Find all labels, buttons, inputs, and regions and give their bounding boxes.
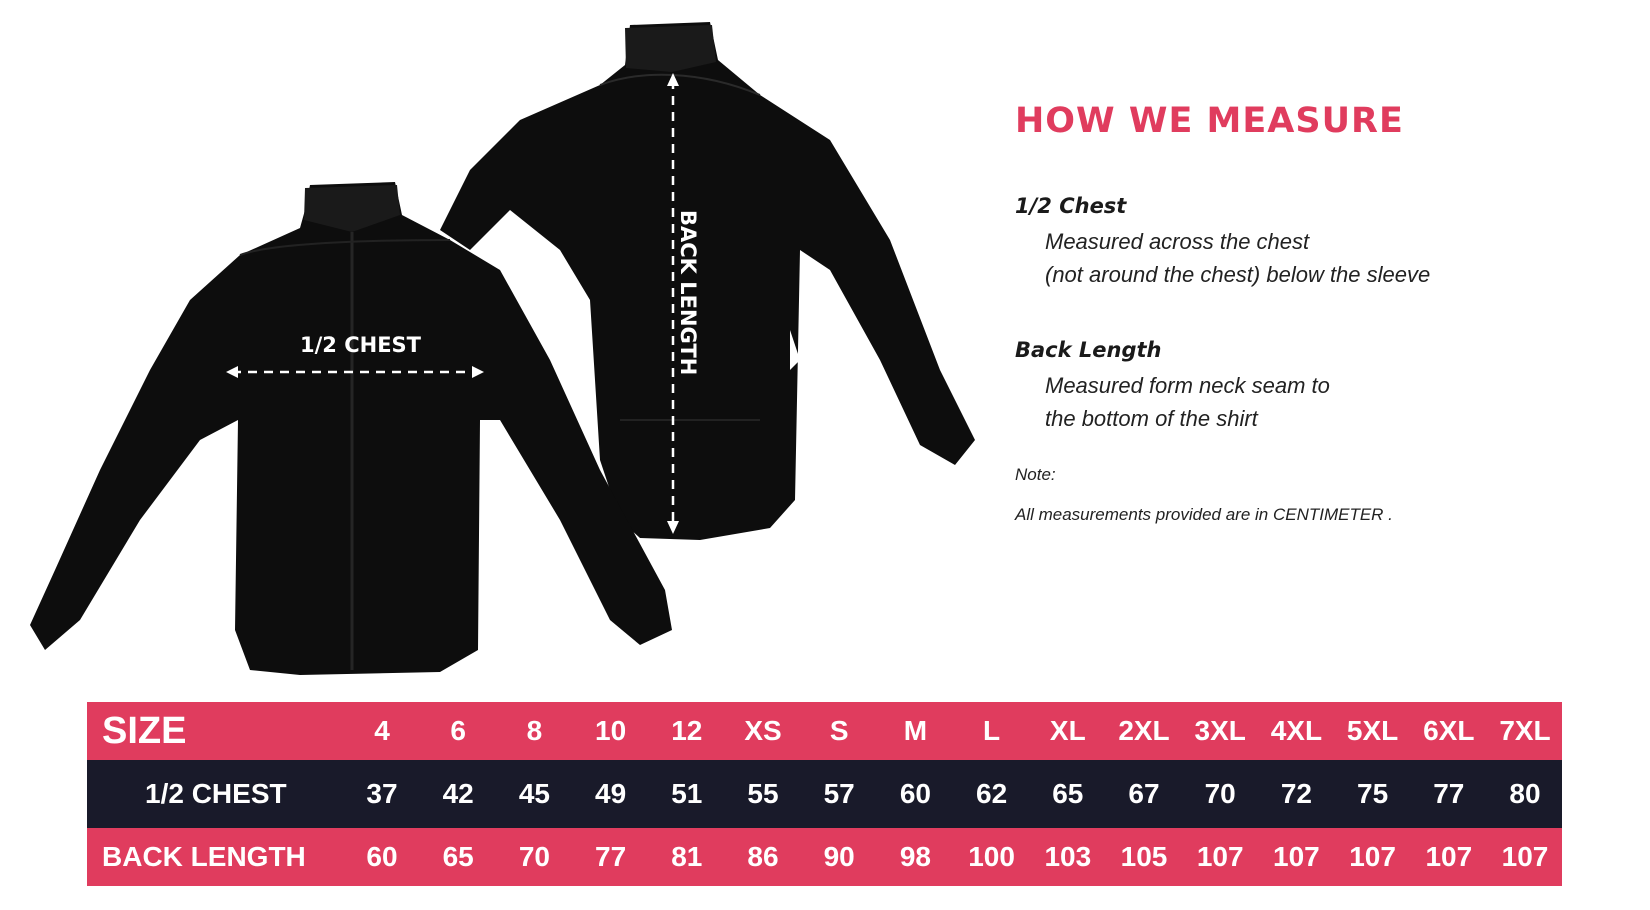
chest-measure-label: 1/2 CHEST — [300, 333, 421, 357]
size-cell: 4XL — [1270, 715, 1323, 746]
back-length-description-line-2: the bottom of the shirt — [1045, 406, 1258, 431]
jacket-illustration — [0, 0, 1000, 690]
note-label: Note: — [1015, 465, 1056, 484]
back-length-cell: 70 — [518, 841, 550, 872]
size-cell: XS — [744, 715, 782, 746]
how-we-measure-panel — [1015, 95, 1615, 524]
chest-term: 1/2 Chest — [1015, 194, 1127, 218]
chest-row — [87, 760, 1562, 828]
chest-cell: 80 — [1509, 778, 1541, 809]
back-length-cell: 86 — [747, 841, 779, 872]
back-length-description-line-1: Measured form neck seam to — [1045, 373, 1330, 398]
back-length-cell: 107 — [1349, 841, 1396, 872]
chest-cell: 65 — [1052, 778, 1084, 809]
back-length-cell: 98 — [899, 841, 931, 872]
chest-cell: 77 — [1433, 778, 1465, 809]
size-cell: 8 — [526, 715, 543, 746]
chest-description-line-1: Measured across the chest — [1045, 229, 1310, 254]
chest-cell: 70 — [1204, 778, 1236, 809]
chest-description-line-2: (not around the chest) below the sleeve — [1045, 262, 1431, 287]
size-cell: XL — [1049, 715, 1086, 746]
back-length-cell: 103 — [1044, 841, 1092, 872]
note-text: All measurements provided are in CENTIMETER . — [1015, 505, 1393, 524]
size-cell: 6 — [450, 715, 466, 746]
chest-cell: 62 — [976, 778, 1008, 809]
chest-cell: 57 — [823, 778, 855, 809]
back-length-measure-label: BACK LENGTH — [676, 210, 700, 376]
size-cell: 3XL — [1194, 715, 1246, 746]
chest-cell: 45 — [518, 778, 550, 809]
back-length-cell: 107 — [1273, 841, 1320, 872]
back-length-cell: 100 — [968, 841, 1015, 872]
back-length-cell: 107 — [1501, 841, 1549, 872]
size-cell: 4 — [374, 715, 390, 746]
back-length-cell: 107 — [1196, 841, 1244, 872]
size-cell: 10 — [595, 715, 627, 746]
size-row-label: SIZE — [102, 709, 187, 752]
back-length-cell: 90 — [823, 841, 855, 872]
chest-cell: 51 — [671, 778, 703, 809]
size-cell: 6XL — [1423, 715, 1475, 746]
size-cell: L — [983, 715, 1001, 746]
chest-cell: 42 — [442, 778, 474, 809]
size-chart-table — [87, 702, 1562, 886]
back-length-cell: 77 — [595, 841, 627, 872]
chest-row-label: 1/2 CHEST — [145, 778, 287, 809]
size-cell: 5XL — [1346, 715, 1399, 746]
back-length-row-label: BACK LENGTH — [102, 841, 306, 872]
chest-cell: 72 — [1280, 778, 1312, 809]
chest-cell: 37 — [366, 778, 398, 809]
size-row — [87, 702, 1562, 760]
size-cell: 12 — [671, 715, 703, 746]
back-length-cell: 81 — [671, 841, 703, 872]
section-heading: HOW WE MEASURE — [1015, 101, 1404, 141]
back-length-row — [87, 828, 1562, 886]
size-cell: 2XL — [1118, 715, 1170, 746]
back-jacket-image — [440, 22, 975, 540]
back-length-cell: 60 — [366, 841, 398, 872]
chest-cell: 55 — [747, 778, 779, 809]
size-cell: M — [903, 715, 928, 746]
chest-cell: 75 — [1357, 778, 1389, 809]
chest-cell: 67 — [1128, 778, 1160, 809]
size-cell: S — [829, 715, 849, 746]
size-cell: 7XL — [1499, 715, 1551, 746]
back-length-cell: 105 — [1120, 841, 1168, 872]
chest-cell: 49 — [595, 778, 627, 809]
back-length-cell: 107 — [1425, 841, 1473, 872]
chest-cell: 60 — [899, 778, 931, 809]
back-length-cell: 65 — [442, 841, 474, 872]
back-length-term: Back Length — [1015, 338, 1162, 362]
